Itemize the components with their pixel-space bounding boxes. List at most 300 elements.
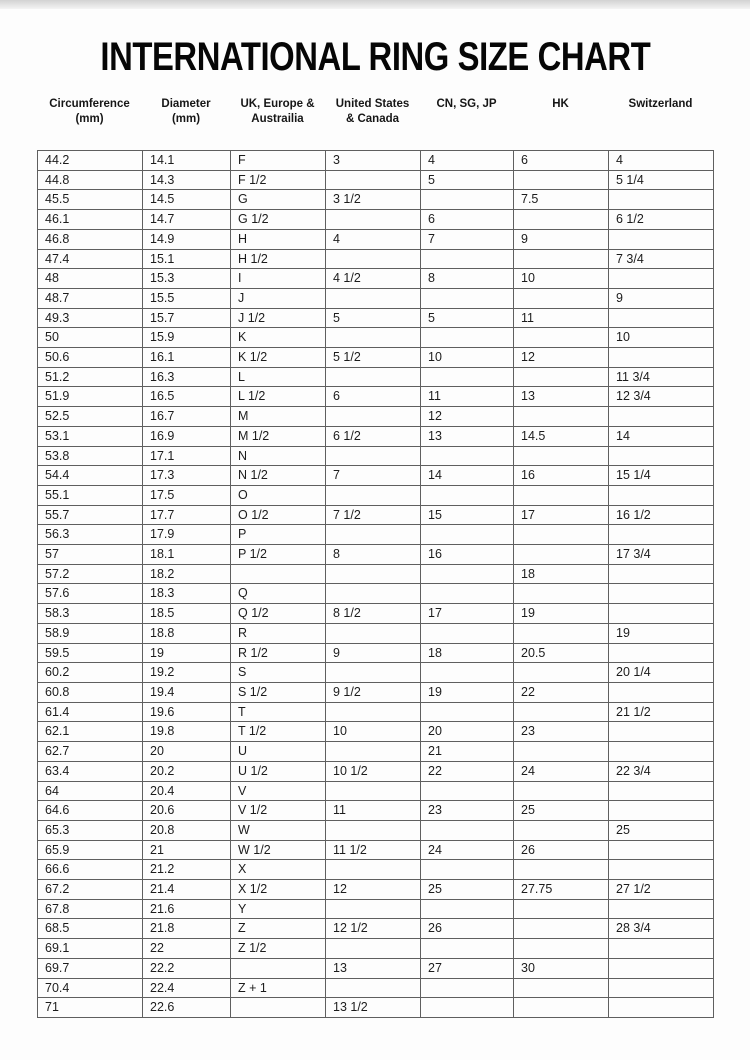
cell-diameter: 20.8: [143, 820, 231, 840]
cell-us-canada: 8: [326, 545, 421, 565]
cell-circumference: 67.2: [38, 880, 143, 900]
page-title: [0, 35, 750, 79]
cell-cn-sg-jp: 15: [421, 505, 514, 525]
cell-hk: [514, 860, 609, 880]
table-row: [38, 781, 714, 801]
cell-hk: 17: [514, 505, 609, 525]
cell-cn-sg-jp: [421, 288, 514, 308]
cell-uk-europe-austrailia: L 1/2: [231, 387, 326, 407]
cell-switzerland: 15 1/4: [609, 466, 714, 486]
cell-circumference: 66.6: [38, 860, 143, 880]
cell-circumference: 62.7: [38, 742, 143, 762]
cell-switzerland: 19: [609, 623, 714, 643]
table-row: [38, 623, 714, 643]
column-header-cn-sg-jp: [420, 97, 513, 112]
column-header-line: Switzerland: [628, 98, 693, 110]
cell-hk: [514, 998, 609, 1018]
cell-circumference: 60.8: [38, 682, 143, 702]
cell-us-canada: [326, 702, 421, 722]
cell-us-canada: 3 1/2: [326, 190, 421, 210]
cell-cn-sg-jp: 8: [421, 269, 514, 289]
cell-diameter: 19.6: [143, 702, 231, 722]
cell-hk: 9: [514, 229, 609, 249]
cell-circumference: 45.5: [38, 190, 143, 210]
cell-us-canada: 11 1/2: [326, 840, 421, 860]
cell-circumference: 46.8: [38, 229, 143, 249]
table-row: [38, 663, 714, 683]
cell-diameter: 20.4: [143, 781, 231, 801]
cell-cn-sg-jp: 5: [421, 170, 514, 190]
cell-cn-sg-jp: [421, 860, 514, 880]
cell-circumference: 63.4: [38, 761, 143, 781]
cell-diameter: 16.3: [143, 367, 231, 387]
cell-hk: [514, 702, 609, 722]
cell-us-canada: 9: [326, 643, 421, 663]
cell-circumference: 58.3: [38, 604, 143, 624]
table-row: [38, 682, 714, 702]
cell-uk-europe-austrailia: L: [231, 367, 326, 387]
table-row: [38, 545, 714, 565]
cell-switzerland: [609, 190, 714, 210]
cell-circumference: 71: [38, 998, 143, 1018]
table-row: [38, 702, 714, 722]
cell-us-canada: 8 1/2: [326, 604, 421, 624]
cell-us-canada: [326, 939, 421, 959]
cell-uk-europe-austrailia: X: [231, 860, 326, 880]
cell-uk-europe-austrailia: X 1/2: [231, 880, 326, 900]
table-row: [38, 604, 714, 624]
cell-diameter: 17.7: [143, 505, 231, 525]
cell-circumference: 57: [38, 545, 143, 565]
cell-us-canada: [326, 899, 421, 919]
cell-cn-sg-jp: 21: [421, 742, 514, 762]
cell-diameter: 19: [143, 643, 231, 663]
cell-switzerland: [609, 742, 714, 762]
table-row: [38, 919, 714, 939]
table-row: [38, 288, 714, 308]
column-header-hk: [513, 97, 608, 112]
cell-uk-europe-austrailia: N 1/2: [231, 466, 326, 486]
cell-us-canada: [326, 249, 421, 269]
table-row: [38, 466, 714, 486]
cell-switzerland: 6 1/2: [609, 210, 714, 230]
table-row: [38, 229, 714, 249]
cell-switzerland: 17 3/4: [609, 545, 714, 565]
cell-diameter: 14.5: [143, 190, 231, 210]
cell-us-canada: [326, 564, 421, 584]
cell-hk: 12: [514, 348, 609, 368]
cell-hk: 11: [514, 308, 609, 328]
table-row: [38, 998, 714, 1018]
table-row: [38, 387, 714, 407]
cell-switzerland: [609, 643, 714, 663]
cell-circumference: 67.8: [38, 899, 143, 919]
cell-circumference: 52.5: [38, 407, 143, 427]
cell-circumference: 59.5: [38, 643, 143, 663]
cell-hk: [514, 249, 609, 269]
cell-switzerland: 4: [609, 151, 714, 171]
table-row: [38, 348, 714, 368]
cell-us-canada: [326, 663, 421, 683]
cell-circumference: 48.7: [38, 288, 143, 308]
cell-diameter: 16.1: [143, 348, 231, 368]
cell-uk-europe-austrailia: U: [231, 742, 326, 762]
cell-switzerland: 21 1/2: [609, 702, 714, 722]
column-header-line: (mm): [75, 113, 104, 125]
cell-us-canada: 6 1/2: [326, 426, 421, 446]
cell-hk: [514, 446, 609, 466]
cell-hk: 10: [514, 269, 609, 289]
cell-hk: 7.5: [514, 190, 609, 210]
cell-diameter: 20: [143, 742, 231, 762]
cell-uk-europe-austrailia: O: [231, 485, 326, 505]
cell-hk: [514, 545, 609, 565]
table-row: [38, 426, 714, 446]
cell-us-canada: [326, 781, 421, 801]
cell-uk-europe-austrailia: V 1/2: [231, 801, 326, 821]
cell-uk-europe-austrailia: W: [231, 820, 326, 840]
table-row: [38, 151, 714, 171]
cell-hk: [514, 584, 609, 604]
cell-uk-europe-austrailia: S: [231, 663, 326, 683]
cell-switzerland: [609, 939, 714, 959]
cell-us-canada: [326, 446, 421, 466]
cell-cn-sg-jp: [421, 663, 514, 683]
cell-circumference: 49.3: [38, 308, 143, 328]
cell-circumference: 56.3: [38, 525, 143, 545]
cell-diameter: 17.1: [143, 446, 231, 466]
cell-circumference: 69.1: [38, 939, 143, 959]
cell-uk-europe-austrailia: [231, 998, 326, 1018]
cell-us-canada: [326, 584, 421, 604]
cell-us-canada: 10: [326, 722, 421, 742]
cell-uk-europe-austrailia: G 1/2: [231, 210, 326, 230]
table-row: [38, 269, 714, 289]
cell-circumference: 62.1: [38, 722, 143, 742]
cell-switzerland: [609, 801, 714, 821]
column-header-line: (mm): [171, 113, 201, 125]
cell-switzerland: [609, 604, 714, 624]
cell-circumference: 65.3: [38, 820, 143, 840]
cell-diameter: 16.5: [143, 387, 231, 407]
cell-diameter: 16.9: [143, 426, 231, 446]
cell-switzerland: 14: [609, 426, 714, 446]
cell-diameter: 22.4: [143, 978, 231, 998]
table-row: [38, 564, 714, 584]
cell-cn-sg-jp: [421, 820, 514, 840]
cell-uk-europe-austrailia: W 1/2: [231, 840, 326, 860]
cell-diameter: 17.5: [143, 485, 231, 505]
cell-us-canada: [326, 210, 421, 230]
cell-switzerland: 11 3/4: [609, 367, 714, 387]
cell-hk: 6: [514, 151, 609, 171]
cell-circumference: 50.6: [38, 348, 143, 368]
cell-uk-europe-austrailia: G: [231, 190, 326, 210]
table-column-headers: [37, 97, 713, 127]
cell-hk: 20.5: [514, 643, 609, 663]
cell-hk: [514, 919, 609, 939]
cell-us-canada: 10 1/2: [326, 761, 421, 781]
column-header-diameter: [142, 97, 230, 127]
cell-diameter: 17.9: [143, 525, 231, 545]
cell-hk: [514, 623, 609, 643]
cell-hk: 13: [514, 387, 609, 407]
table-row: [38, 860, 714, 880]
column-header-line: Austrailia: [251, 113, 304, 125]
cell-hk: [514, 978, 609, 998]
cell-circumference: 54.4: [38, 466, 143, 486]
table-row: [38, 249, 714, 269]
cell-cn-sg-jp: [421, 485, 514, 505]
table-row: [38, 505, 714, 525]
cell-diameter: 14.3: [143, 170, 231, 190]
table-row: [38, 328, 714, 348]
cell-diameter: 21: [143, 840, 231, 860]
cell-cn-sg-jp: 5: [421, 308, 514, 328]
cell-switzerland: [609, 860, 714, 880]
cell-us-canada: [326, 288, 421, 308]
cell-circumference: 57.6: [38, 584, 143, 604]
cell-hk: [514, 663, 609, 683]
cell-cn-sg-jp: [421, 525, 514, 545]
cell-us-canada: [326, 525, 421, 545]
cell-us-canada: 13: [326, 958, 421, 978]
table-row: [38, 407, 714, 427]
cell-switzerland: [609, 958, 714, 978]
cell-hk: [514, 328, 609, 348]
cell-us-canada: [326, 742, 421, 762]
cell-uk-europe-austrailia: I: [231, 269, 326, 289]
cell-circumference: 68.5: [38, 919, 143, 939]
cell-switzerland: [609, 722, 714, 742]
cell-us-canada: 9 1/2: [326, 682, 421, 702]
cell-uk-europe-austrailia: O 1/2: [231, 505, 326, 525]
column-header-line: HK: [552, 98, 569, 110]
cell-circumference: 51.2: [38, 367, 143, 387]
cell-uk-europe-austrailia: K: [231, 328, 326, 348]
ring-size-table: [37, 150, 714, 1018]
cell-uk-europe-austrailia: K 1/2: [231, 348, 326, 368]
cell-us-canada: [326, 328, 421, 348]
cell-cn-sg-jp: 27: [421, 958, 514, 978]
cell-switzerland: 22 3/4: [609, 761, 714, 781]
table-row: [38, 840, 714, 860]
cell-cn-sg-jp: [421, 998, 514, 1018]
cell-circumference: 47.4: [38, 249, 143, 269]
cell-uk-europe-austrailia: H 1/2: [231, 249, 326, 269]
table-row: [38, 446, 714, 466]
cell-diameter: 15.5: [143, 288, 231, 308]
cell-switzerland: [609, 998, 714, 1018]
table-row: [38, 525, 714, 545]
cell-switzerland: 5 1/4: [609, 170, 714, 190]
cell-switzerland: 25: [609, 820, 714, 840]
cell-diameter: 14.9: [143, 229, 231, 249]
cell-uk-europe-austrailia: M: [231, 407, 326, 427]
cell-diameter: 18.3: [143, 584, 231, 604]
cell-switzerland: 9: [609, 288, 714, 308]
cell-switzerland: 10: [609, 328, 714, 348]
cell-diameter: 21.4: [143, 880, 231, 900]
cell-diameter: 18.8: [143, 623, 231, 643]
cell-circumference: 53.8: [38, 446, 143, 466]
cell-circumference: 60.2: [38, 663, 143, 683]
cell-hk: 27.75: [514, 880, 609, 900]
cell-hk: 26: [514, 840, 609, 860]
cell-us-canada: [326, 367, 421, 387]
column-header-line: & Canada: [345, 113, 400, 125]
cell-cn-sg-jp: [421, 584, 514, 604]
cell-circumference: 46.1: [38, 210, 143, 230]
cell-cn-sg-jp: 24: [421, 840, 514, 860]
cell-cn-sg-jp: 4: [421, 151, 514, 171]
cell-circumference: 44.2: [38, 151, 143, 171]
cell-uk-europe-austrailia: N: [231, 446, 326, 466]
cell-uk-europe-austrailia: T: [231, 702, 326, 722]
cell-hk: 22: [514, 682, 609, 702]
cell-hk: 19: [514, 604, 609, 624]
cell-circumference: 50: [38, 328, 143, 348]
cell-uk-europe-austrailia: Z: [231, 919, 326, 939]
cell-diameter: 19.8: [143, 722, 231, 742]
cell-cn-sg-jp: 11: [421, 387, 514, 407]
cell-cn-sg-jp: [421, 781, 514, 801]
cell-diameter: 21.8: [143, 919, 231, 939]
cell-us-canada: [326, 485, 421, 505]
cell-uk-europe-austrailia: F 1/2: [231, 170, 326, 190]
cell-us-canada: 3: [326, 151, 421, 171]
cell-uk-europe-austrailia: Q: [231, 584, 326, 604]
cell-diameter: 22.2: [143, 958, 231, 978]
cell-circumference: 64.6: [38, 801, 143, 821]
cell-hk: 16: [514, 466, 609, 486]
cell-uk-europe-austrailia: Q 1/2: [231, 604, 326, 624]
column-header-uk-europe-austrailia: [230, 97, 325, 127]
cell-diameter: 15.1: [143, 249, 231, 269]
table-row: [38, 722, 714, 742]
cell-us-canada: [326, 860, 421, 880]
cell-us-canada: 5: [326, 308, 421, 328]
cell-diameter: 16.7: [143, 407, 231, 427]
cell-circumference: 44.8: [38, 170, 143, 190]
cell-switzerland: [609, 446, 714, 466]
cell-switzerland: 7 3/4: [609, 249, 714, 269]
cell-switzerland: [609, 840, 714, 860]
cell-hk: [514, 288, 609, 308]
cell-diameter: 21.2: [143, 860, 231, 880]
cell-uk-europe-austrailia: R: [231, 623, 326, 643]
cell-cn-sg-jp: [421, 328, 514, 348]
cell-uk-europe-austrailia: Z + 1: [231, 978, 326, 998]
cell-us-canada: 12 1/2: [326, 919, 421, 939]
cell-us-canada: [326, 170, 421, 190]
cell-hk: [514, 485, 609, 505]
cell-us-canada: 12: [326, 880, 421, 900]
cell-us-canada: [326, 623, 421, 643]
cell-diameter: 19.4: [143, 682, 231, 702]
cell-hk: [514, 367, 609, 387]
cell-cn-sg-jp: 20: [421, 722, 514, 742]
table-row: [38, 958, 714, 978]
cell-us-canada: 7 1/2: [326, 505, 421, 525]
cell-cn-sg-jp: 13: [421, 426, 514, 446]
cell-us-canada: 4 1/2: [326, 269, 421, 289]
cell-cn-sg-jp: [421, 899, 514, 919]
column-header-line: Diameter: [161, 98, 211, 110]
cell-cn-sg-jp: [421, 978, 514, 998]
cell-cn-sg-jp: 10: [421, 348, 514, 368]
cell-switzerland: 28 3/4: [609, 919, 714, 939]
cell-hk: [514, 742, 609, 762]
table-row: [38, 742, 714, 762]
cell-diameter: 17.3: [143, 466, 231, 486]
cell-diameter: 15.7: [143, 308, 231, 328]
cell-hk: 18: [514, 564, 609, 584]
cell-switzerland: [609, 781, 714, 801]
cell-cn-sg-jp: [421, 702, 514, 722]
cell-switzerland: 20 1/4: [609, 663, 714, 683]
cell-hk: [514, 170, 609, 190]
cell-cn-sg-jp: 14: [421, 466, 514, 486]
cell-us-canada: [326, 407, 421, 427]
cell-uk-europe-austrailia: U 1/2: [231, 761, 326, 781]
cell-hk: 23: [514, 722, 609, 742]
cell-switzerland: [609, 525, 714, 545]
cell-cn-sg-jp: 19: [421, 682, 514, 702]
cell-uk-europe-austrailia: T 1/2: [231, 722, 326, 742]
cell-cn-sg-jp: 17: [421, 604, 514, 624]
cell-cn-sg-jp: [421, 367, 514, 387]
cell-uk-europe-austrailia: Z 1/2: [231, 939, 326, 959]
cell-switzerland: [609, 308, 714, 328]
cell-us-canada: 7: [326, 466, 421, 486]
cell-cn-sg-jp: 7: [421, 229, 514, 249]
table-row: [38, 880, 714, 900]
cell-circumference: 55.7: [38, 505, 143, 525]
cell-switzerland: 12 3/4: [609, 387, 714, 407]
column-header-us-canada: [325, 97, 420, 127]
cell-cn-sg-jp: [421, 623, 514, 643]
cell-cn-sg-jp: [421, 190, 514, 210]
cell-diameter: 18.2: [143, 564, 231, 584]
cell-switzerland: 16 1/2: [609, 505, 714, 525]
cell-switzerland: [609, 407, 714, 427]
cell-switzerland: [609, 269, 714, 289]
cell-cn-sg-jp: 23: [421, 801, 514, 821]
cell-hk: [514, 820, 609, 840]
scan-top-edge: [0, 0, 750, 9]
cell-diameter: 22: [143, 939, 231, 959]
cell-circumference: 58.9: [38, 623, 143, 643]
column-header-line: United States: [335, 98, 410, 110]
table-row: [38, 367, 714, 387]
table-row: [38, 801, 714, 821]
cell-diameter: 18.5: [143, 604, 231, 624]
table-row: [38, 820, 714, 840]
cell-cn-sg-jp: 16: [421, 545, 514, 565]
cell-diameter: 21.6: [143, 899, 231, 919]
cell-switzerland: [609, 564, 714, 584]
cell-circumference: 69.7: [38, 958, 143, 978]
cell-uk-europe-austrailia: S 1/2: [231, 682, 326, 702]
table-row: [38, 584, 714, 604]
cell-circumference: 65.9: [38, 840, 143, 860]
cell-diameter: 14.1: [143, 151, 231, 171]
cell-us-canada: 11: [326, 801, 421, 821]
cell-cn-sg-jp: 22: [421, 761, 514, 781]
cell-uk-europe-austrailia: J 1/2: [231, 308, 326, 328]
cell-switzerland: [609, 485, 714, 505]
